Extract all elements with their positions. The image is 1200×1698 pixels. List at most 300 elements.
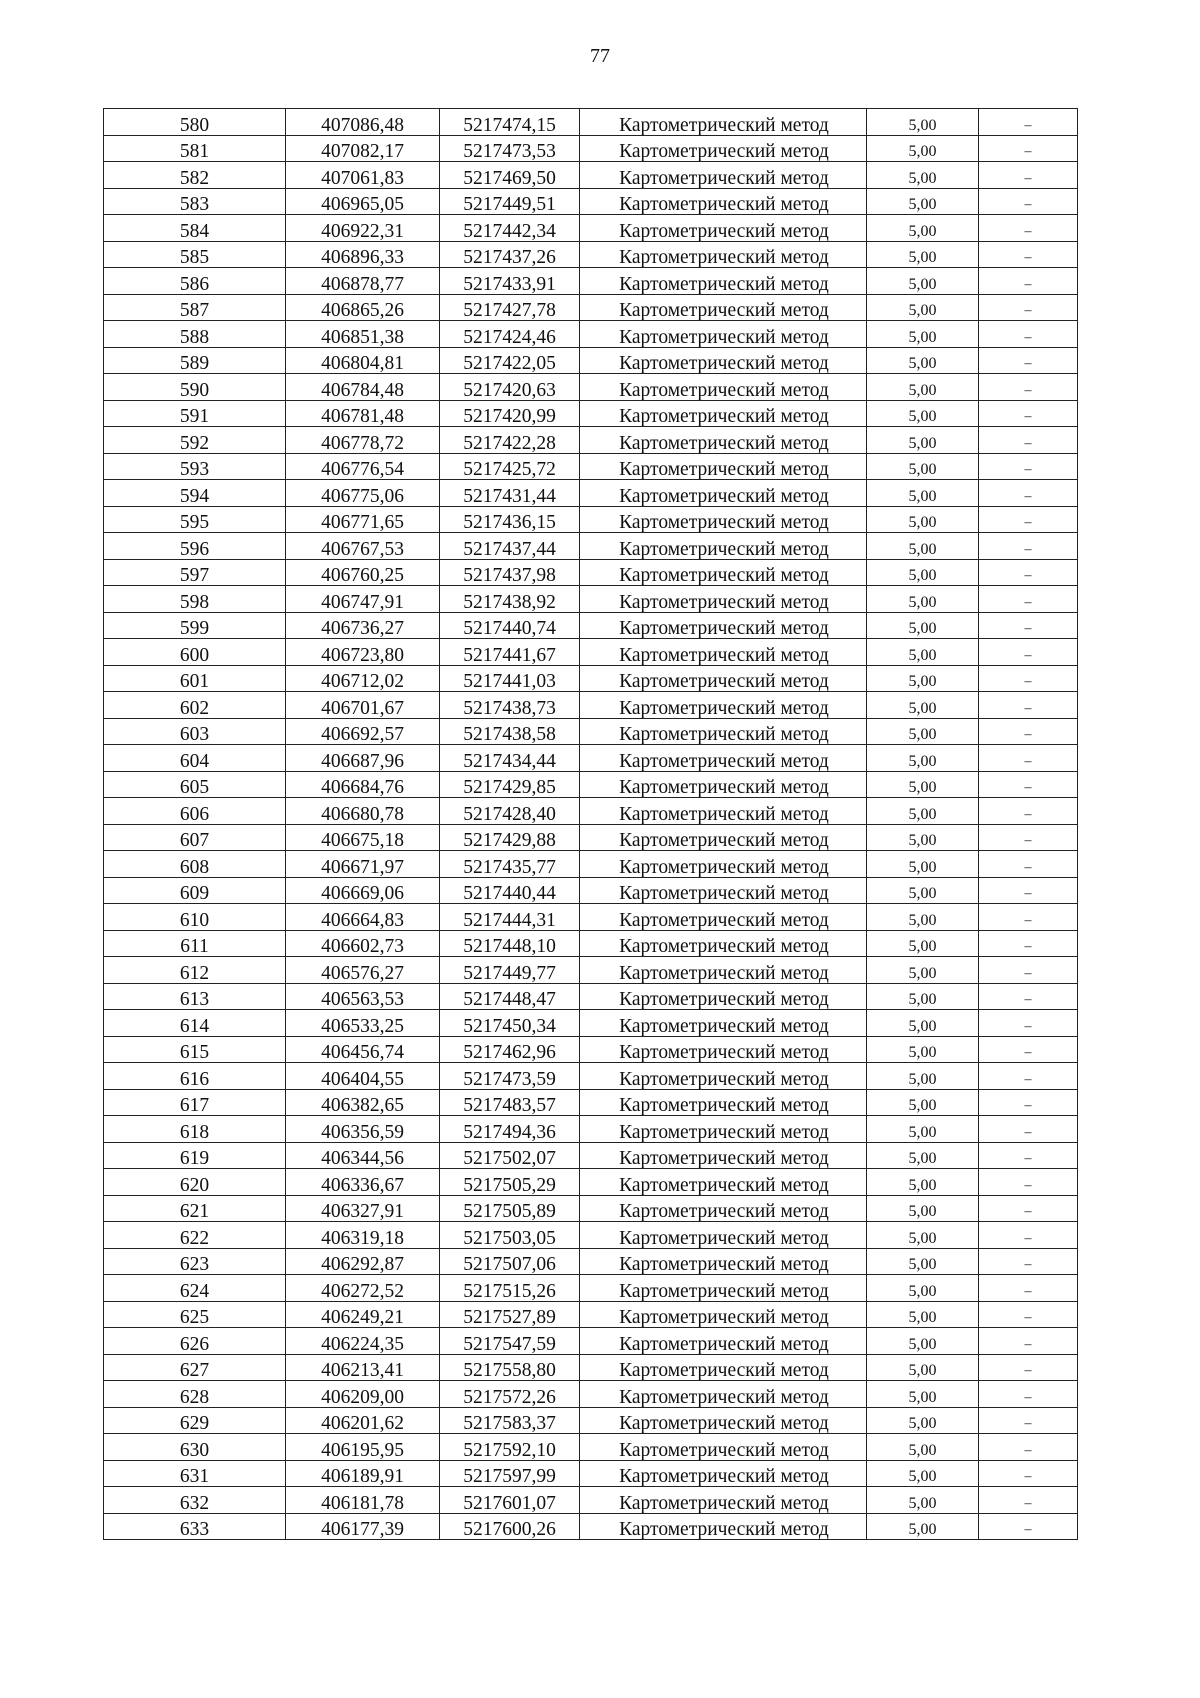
note-cell: – <box>979 824 1078 851</box>
method-cell: Картометрический метод <box>580 268 867 295</box>
note-cell: – <box>979 1063 1078 1090</box>
y-coordinate-cell: 5217572,26 <box>440 1381 580 1408</box>
note-cell: – <box>979 162 1078 189</box>
accuracy-cell: 5,00 <box>867 1222 979 1249</box>
accuracy-cell: 5,00 <box>867 983 979 1010</box>
x-coordinate-cell: 406456,74 <box>286 1036 440 1063</box>
table-row <box>104 559 1078 586</box>
note-cell: – <box>979 1036 1078 1063</box>
y-coordinate-cell: 5217502,07 <box>440 1142 580 1169</box>
method-cell: Картометрический метод <box>580 374 867 401</box>
point-number-cell: 607 <box>104 824 286 851</box>
method-cell: Картометрический метод <box>580 1328 867 1355</box>
note-cell: – <box>979 1169 1078 1196</box>
point-number-cell: 580 <box>104 109 286 136</box>
note-cell: – <box>979 1381 1078 1408</box>
method-cell: Картометрический метод <box>580 559 867 586</box>
method-cell: Картометрический метод <box>580 321 867 348</box>
note-cell: – <box>979 586 1078 613</box>
y-coordinate-cell: 5217527,89 <box>440 1301 580 1328</box>
y-coordinate-cell: 5217505,89 <box>440 1195 580 1222</box>
table-row <box>104 321 1078 348</box>
point-number-cell: 618 <box>104 1116 286 1143</box>
method-cell: Картометрический метод <box>580 162 867 189</box>
accuracy-cell: 5,00 <box>867 639 979 666</box>
x-coordinate-cell: 406224,35 <box>286 1328 440 1355</box>
table-row <box>104 1169 1078 1196</box>
y-coordinate-cell: 5217494,36 <box>440 1116 580 1143</box>
accuracy-cell: 5,00 <box>867 321 979 348</box>
note-cell: – <box>979 665 1078 692</box>
y-coordinate-cell: 5217440,74 <box>440 612 580 639</box>
x-coordinate-cell: 406356,59 <box>286 1116 440 1143</box>
y-coordinate-cell: 5217601,07 <box>440 1487 580 1514</box>
y-coordinate-cell: 5217469,50 <box>440 162 580 189</box>
table-row <box>104 1407 1078 1434</box>
note-cell: – <box>979 718 1078 745</box>
note-cell: – <box>979 692 1078 719</box>
coordinates-table-body <box>104 109 1078 1540</box>
x-coordinate-cell: 406896,33 <box>286 241 440 268</box>
accuracy-cell: 5,00 <box>867 374 979 401</box>
x-coordinate-cell: 406602,73 <box>286 930 440 957</box>
table-row <box>104 533 1078 560</box>
accuracy-cell: 5,00 <box>867 1487 979 1514</box>
note-cell: – <box>979 480 1078 507</box>
method-cell: Картометрический метод <box>580 612 867 639</box>
x-coordinate-cell: 406712,02 <box>286 665 440 692</box>
note-cell: – <box>979 321 1078 348</box>
y-coordinate-cell: 5217429,88 <box>440 824 580 851</box>
accuracy-cell: 5,00 <box>867 162 979 189</box>
point-number-cell: 623 <box>104 1248 286 1275</box>
table-row <box>104 1010 1078 1037</box>
x-coordinate-cell: 406189,91 <box>286 1460 440 1487</box>
x-coordinate-cell: 406336,67 <box>286 1169 440 1196</box>
note-cell: – <box>979 877 1078 904</box>
method-cell: Картометрический метод <box>580 1434 867 1461</box>
accuracy-cell: 5,00 <box>867 1513 979 1540</box>
note-cell: – <box>979 347 1078 374</box>
table-row <box>104 453 1078 480</box>
note-cell: – <box>979 1222 1078 1249</box>
note-cell: – <box>979 1275 1078 1302</box>
accuracy-cell: 5,00 <box>867 1195 979 1222</box>
accuracy-cell: 5,00 <box>867 135 979 162</box>
note-cell: – <box>979 1301 1078 1328</box>
point-number-cell: 594 <box>104 480 286 507</box>
accuracy-cell: 5,00 <box>867 1275 979 1302</box>
y-coordinate-cell: 5217422,05 <box>440 347 580 374</box>
x-coordinate-cell: 406687,96 <box>286 745 440 772</box>
table-row <box>104 268 1078 295</box>
table-row <box>104 506 1078 533</box>
method-cell: Картометрический метод <box>580 1089 867 1116</box>
table-row <box>104 1142 1078 1169</box>
accuracy-cell: 5,00 <box>867 665 979 692</box>
accuracy-cell: 5,00 <box>867 506 979 533</box>
note-cell: – <box>979 559 1078 586</box>
accuracy-cell: 5,00 <box>867 1116 979 1143</box>
table-row <box>104 930 1078 957</box>
method-cell: Картометрический метод <box>580 1116 867 1143</box>
y-coordinate-cell: 5217437,44 <box>440 533 580 560</box>
y-coordinate-cell: 5217474,15 <box>440 109 580 136</box>
y-coordinate-cell: 5217420,63 <box>440 374 580 401</box>
note-cell: – <box>979 188 1078 215</box>
y-coordinate-cell: 5217547,59 <box>440 1328 580 1355</box>
accuracy-cell: 5,00 <box>867 904 979 931</box>
note-cell: – <box>979 983 1078 1010</box>
y-coordinate-cell: 5217436,15 <box>440 506 580 533</box>
accuracy-cell: 5,00 <box>867 1381 979 1408</box>
table-row <box>104 665 1078 692</box>
point-number-cell: 605 <box>104 771 286 798</box>
y-coordinate-cell: 5217503,05 <box>440 1222 580 1249</box>
note-cell: – <box>979 771 1078 798</box>
table-row <box>104 1381 1078 1408</box>
table-row <box>104 851 1078 878</box>
note-cell: – <box>979 1248 1078 1275</box>
x-coordinate-cell: 406701,67 <box>286 692 440 719</box>
accuracy-cell: 5,00 <box>867 1328 979 1355</box>
accuracy-cell: 5,00 <box>867 215 979 242</box>
page-number: 77 <box>590 45 610 67</box>
x-coordinate-cell: 406213,41 <box>286 1354 440 1381</box>
method-cell: Картометрический метод <box>580 1354 867 1381</box>
y-coordinate-cell: 5217429,85 <box>440 771 580 798</box>
table-row <box>104 1328 1078 1355</box>
point-number-cell: 589 <box>104 347 286 374</box>
note-cell: – <box>979 639 1078 666</box>
point-number-cell: 628 <box>104 1381 286 1408</box>
y-coordinate-cell: 5217597,99 <box>440 1460 580 1487</box>
y-coordinate-cell: 5217473,59 <box>440 1063 580 1090</box>
y-coordinate-cell: 5217428,40 <box>440 798 580 825</box>
accuracy-cell: 5,00 <box>867 453 979 480</box>
accuracy-cell: 5,00 <box>867 877 979 904</box>
note-cell: – <box>979 930 1078 957</box>
table-row <box>104 1195 1078 1222</box>
table-row <box>104 1434 1078 1461</box>
method-cell: Картометрический метод <box>580 718 867 745</box>
point-number-cell: 597 <box>104 559 286 586</box>
x-coordinate-cell: 406865,26 <box>286 294 440 321</box>
method-cell: Картометрический метод <box>580 798 867 825</box>
table-row <box>104 1487 1078 1514</box>
method-cell: Картометрический метод <box>580 1063 867 1090</box>
table-row <box>104 188 1078 215</box>
x-coordinate-cell: 406781,48 <box>286 400 440 427</box>
point-number-cell: 624 <box>104 1275 286 1302</box>
accuracy-cell: 5,00 <box>867 957 979 984</box>
y-coordinate-cell: 5217425,72 <box>440 453 580 480</box>
point-number-cell: 612 <box>104 957 286 984</box>
point-number-cell: 601 <box>104 665 286 692</box>
note-cell: – <box>979 453 1078 480</box>
table-row <box>104 1248 1078 1275</box>
method-cell: Картометрический метод <box>580 957 867 984</box>
accuracy-cell: 5,00 <box>867 692 979 719</box>
y-coordinate-cell: 5217437,26 <box>440 241 580 268</box>
point-number-cell: 596 <box>104 533 286 560</box>
accuracy-cell: 5,00 <box>867 400 979 427</box>
x-coordinate-cell: 406760,25 <box>286 559 440 586</box>
note-cell: – <box>979 1089 1078 1116</box>
x-coordinate-cell: 406775,06 <box>286 480 440 507</box>
point-number-cell: 630 <box>104 1434 286 1461</box>
method-cell: Картометрический метод <box>580 877 867 904</box>
table-row <box>104 294 1078 321</box>
table-row <box>104 162 1078 189</box>
point-number-cell: 616 <box>104 1063 286 1090</box>
point-number-cell: 625 <box>104 1301 286 1328</box>
accuracy-cell: 5,00 <box>867 427 979 454</box>
table-row <box>104 215 1078 242</box>
accuracy-cell: 5,00 <box>867 1169 979 1196</box>
note-cell: – <box>979 1460 1078 1487</box>
x-coordinate-cell: 407061,83 <box>286 162 440 189</box>
y-coordinate-cell: 5217427,78 <box>440 294 580 321</box>
method-cell: Картометрический метод <box>580 1010 867 1037</box>
point-number-cell: 615 <box>104 1036 286 1063</box>
accuracy-cell: 5,00 <box>867 1063 979 1090</box>
method-cell: Картометрический метод <box>580 851 867 878</box>
point-number-cell: 581 <box>104 135 286 162</box>
point-number-cell: 603 <box>104 718 286 745</box>
y-coordinate-cell: 5217583,37 <box>440 1407 580 1434</box>
point-number-cell: 633 <box>104 1513 286 1540</box>
y-coordinate-cell: 5217424,46 <box>440 321 580 348</box>
accuracy-cell: 5,00 <box>867 1089 979 1116</box>
note-cell: – <box>979 109 1078 136</box>
y-coordinate-cell: 5217558,80 <box>440 1354 580 1381</box>
point-number-cell: 587 <box>104 294 286 321</box>
note-cell: – <box>979 1142 1078 1169</box>
x-coordinate-cell: 407086,48 <box>286 109 440 136</box>
point-number-cell: 598 <box>104 586 286 613</box>
accuracy-cell: 5,00 <box>867 824 979 851</box>
y-coordinate-cell: 5217462,96 <box>440 1036 580 1063</box>
table-row <box>104 586 1078 613</box>
y-coordinate-cell: 5217507,06 <box>440 1248 580 1275</box>
x-coordinate-cell: 406736,27 <box>286 612 440 639</box>
point-number-cell: 620 <box>104 1169 286 1196</box>
table-row <box>104 983 1078 1010</box>
point-number-cell: 614 <box>104 1010 286 1037</box>
table-row <box>104 1301 1078 1328</box>
accuracy-cell: 5,00 <box>867 188 979 215</box>
y-coordinate-cell: 5217433,91 <box>440 268 580 295</box>
accuracy-cell: 5,00 <box>867 1248 979 1275</box>
point-number-cell: 609 <box>104 877 286 904</box>
note-cell: – <box>979 745 1078 772</box>
method-cell: Картометрический метод <box>580 824 867 851</box>
table-row <box>104 718 1078 745</box>
y-coordinate-cell: 5217441,67 <box>440 639 580 666</box>
table-row <box>104 798 1078 825</box>
method-cell: Картометрический метод <box>580 745 867 772</box>
method-cell: Картометрический метод <box>580 771 867 798</box>
table-row <box>104 400 1078 427</box>
point-number-cell: 631 <box>104 1460 286 1487</box>
method-cell: Картометрический метод <box>580 904 867 931</box>
method-cell: Картометрический метод <box>580 1248 867 1275</box>
note-cell: – <box>979 1195 1078 1222</box>
y-coordinate-cell: 5217600,26 <box>440 1513 580 1540</box>
note-cell: – <box>979 400 1078 427</box>
y-coordinate-cell: 5217440,44 <box>440 877 580 904</box>
note-cell: – <box>979 533 1078 560</box>
x-coordinate-cell: 406778,72 <box>286 427 440 454</box>
note-cell: – <box>979 1487 1078 1514</box>
x-coordinate-cell: 406771,65 <box>286 506 440 533</box>
y-coordinate-cell: 5217437,98 <box>440 559 580 586</box>
point-number-cell: 602 <box>104 692 286 719</box>
point-number-cell: 583 <box>104 188 286 215</box>
y-coordinate-cell: 5217448,10 <box>440 930 580 957</box>
y-coordinate-cell: 5217444,31 <box>440 904 580 931</box>
table-row <box>104 109 1078 136</box>
table-row <box>104 1275 1078 1302</box>
table-row <box>104 1036 1078 1063</box>
point-number-cell: 593 <box>104 453 286 480</box>
x-coordinate-cell: 406767,53 <box>286 533 440 560</box>
table-row <box>104 347 1078 374</box>
method-cell: Картометрический метод <box>580 241 867 268</box>
table-row <box>104 639 1078 666</box>
note-cell: – <box>979 215 1078 242</box>
note-cell: – <box>979 374 1078 401</box>
x-coordinate-cell: 406576,27 <box>286 957 440 984</box>
accuracy-cell: 5,00 <box>867 559 979 586</box>
y-coordinate-cell: 5217483,57 <box>440 1089 580 1116</box>
accuracy-cell: 5,00 <box>867 930 979 957</box>
point-number-cell: 586 <box>104 268 286 295</box>
method-cell: Картометрический метод <box>580 1222 867 1249</box>
point-number-cell: 611 <box>104 930 286 957</box>
method-cell: Картометрический метод <box>580 1381 867 1408</box>
method-cell: Картометрический метод <box>580 480 867 507</box>
y-coordinate-cell: 5217515,26 <box>440 1275 580 1302</box>
note-cell: – <box>979 851 1078 878</box>
accuracy-cell: 5,00 <box>867 1354 979 1381</box>
note-cell: – <box>979 1513 1078 1540</box>
accuracy-cell: 5,00 <box>867 347 979 374</box>
method-cell: Картометрический метод <box>580 692 867 719</box>
y-coordinate-cell: 5217422,28 <box>440 427 580 454</box>
x-coordinate-cell: 406664,83 <box>286 904 440 931</box>
accuracy-cell: 5,00 <box>867 745 979 772</box>
table-row <box>104 957 1078 984</box>
table-row <box>104 771 1078 798</box>
table-row <box>104 427 1078 454</box>
method-cell: Картометрический метод <box>580 1513 867 1540</box>
x-coordinate-cell: 406669,06 <box>286 877 440 904</box>
method-cell: Картометрический метод <box>580 453 867 480</box>
x-coordinate-cell: 406922,31 <box>286 215 440 242</box>
x-coordinate-cell: 406181,78 <box>286 1487 440 1514</box>
accuracy-cell: 5,00 <box>867 612 979 639</box>
x-coordinate-cell: 406292,87 <box>286 1248 440 1275</box>
table-row <box>104 745 1078 772</box>
x-coordinate-cell: 406692,57 <box>286 718 440 745</box>
point-number-cell: 629 <box>104 1407 286 1434</box>
note-cell: – <box>979 798 1078 825</box>
x-coordinate-cell: 406533,25 <box>286 1010 440 1037</box>
point-number-cell: 582 <box>104 162 286 189</box>
point-number-cell: 606 <box>104 798 286 825</box>
method-cell: Картометрический метод <box>580 983 867 1010</box>
point-number-cell: 585 <box>104 241 286 268</box>
x-coordinate-cell: 406776,54 <box>286 453 440 480</box>
accuracy-cell: 5,00 <box>867 1142 979 1169</box>
x-coordinate-cell: 406404,55 <box>286 1063 440 1090</box>
method-cell: Картометрический метод <box>580 215 867 242</box>
method-cell: Картометрический метод <box>580 1275 867 1302</box>
x-coordinate-cell: 406195,95 <box>286 1434 440 1461</box>
method-cell: Картометрический метод <box>580 506 867 533</box>
point-number-cell: 632 <box>104 1487 286 1514</box>
method-cell: Картометрический метод <box>580 294 867 321</box>
y-coordinate-cell: 5217450,34 <box>440 1010 580 1037</box>
note-cell: – <box>979 612 1078 639</box>
note-cell: – <box>979 1434 1078 1461</box>
note-cell: – <box>979 294 1078 321</box>
x-coordinate-cell: 406209,00 <box>286 1381 440 1408</box>
note-cell: – <box>979 1328 1078 1355</box>
table-row <box>104 1460 1078 1487</box>
y-coordinate-cell: 5217438,73 <box>440 692 580 719</box>
y-coordinate-cell: 5217431,44 <box>440 480 580 507</box>
method-cell: Картометрический метод <box>580 1142 867 1169</box>
table-row <box>104 135 1078 162</box>
note-cell: – <box>979 957 1078 984</box>
method-cell: Картометрический метод <box>580 1460 867 1487</box>
point-number-cell: 622 <box>104 1222 286 1249</box>
table-row <box>104 904 1078 931</box>
accuracy-cell: 5,00 <box>867 851 979 878</box>
accuracy-cell: 5,00 <box>867 771 979 798</box>
point-number-cell: 590 <box>104 374 286 401</box>
method-cell: Картометрический метод <box>580 639 867 666</box>
x-coordinate-cell: 406344,56 <box>286 1142 440 1169</box>
x-coordinate-cell: 406804,81 <box>286 347 440 374</box>
table-row <box>104 1513 1078 1540</box>
note-cell: – <box>979 241 1078 268</box>
method-cell: Картометрический метод <box>580 1169 867 1196</box>
y-coordinate-cell: 5217592,10 <box>440 1434 580 1461</box>
x-coordinate-cell: 406878,77 <box>286 268 440 295</box>
table-row <box>104 612 1078 639</box>
method-cell: Картометрический метод <box>580 427 867 454</box>
table-row <box>104 480 1078 507</box>
x-coordinate-cell: 407082,17 <box>286 135 440 162</box>
point-number-cell: 608 <box>104 851 286 878</box>
method-cell: Картометрический метод <box>580 1487 867 1514</box>
method-cell: Картометрический метод <box>580 533 867 560</box>
x-coordinate-cell: 406784,48 <box>286 374 440 401</box>
x-coordinate-cell: 406249,21 <box>286 1301 440 1328</box>
x-coordinate-cell: 406680,78 <box>286 798 440 825</box>
y-coordinate-cell: 5217442,34 <box>440 215 580 242</box>
method-cell: Картометрический метод <box>580 1301 867 1328</box>
method-cell: Картометрический метод <box>580 586 867 613</box>
method-cell: Картометрический метод <box>580 109 867 136</box>
point-number-cell: 604 <box>104 745 286 772</box>
y-coordinate-cell: 5217434,44 <box>440 745 580 772</box>
point-number-cell: 599 <box>104 612 286 639</box>
